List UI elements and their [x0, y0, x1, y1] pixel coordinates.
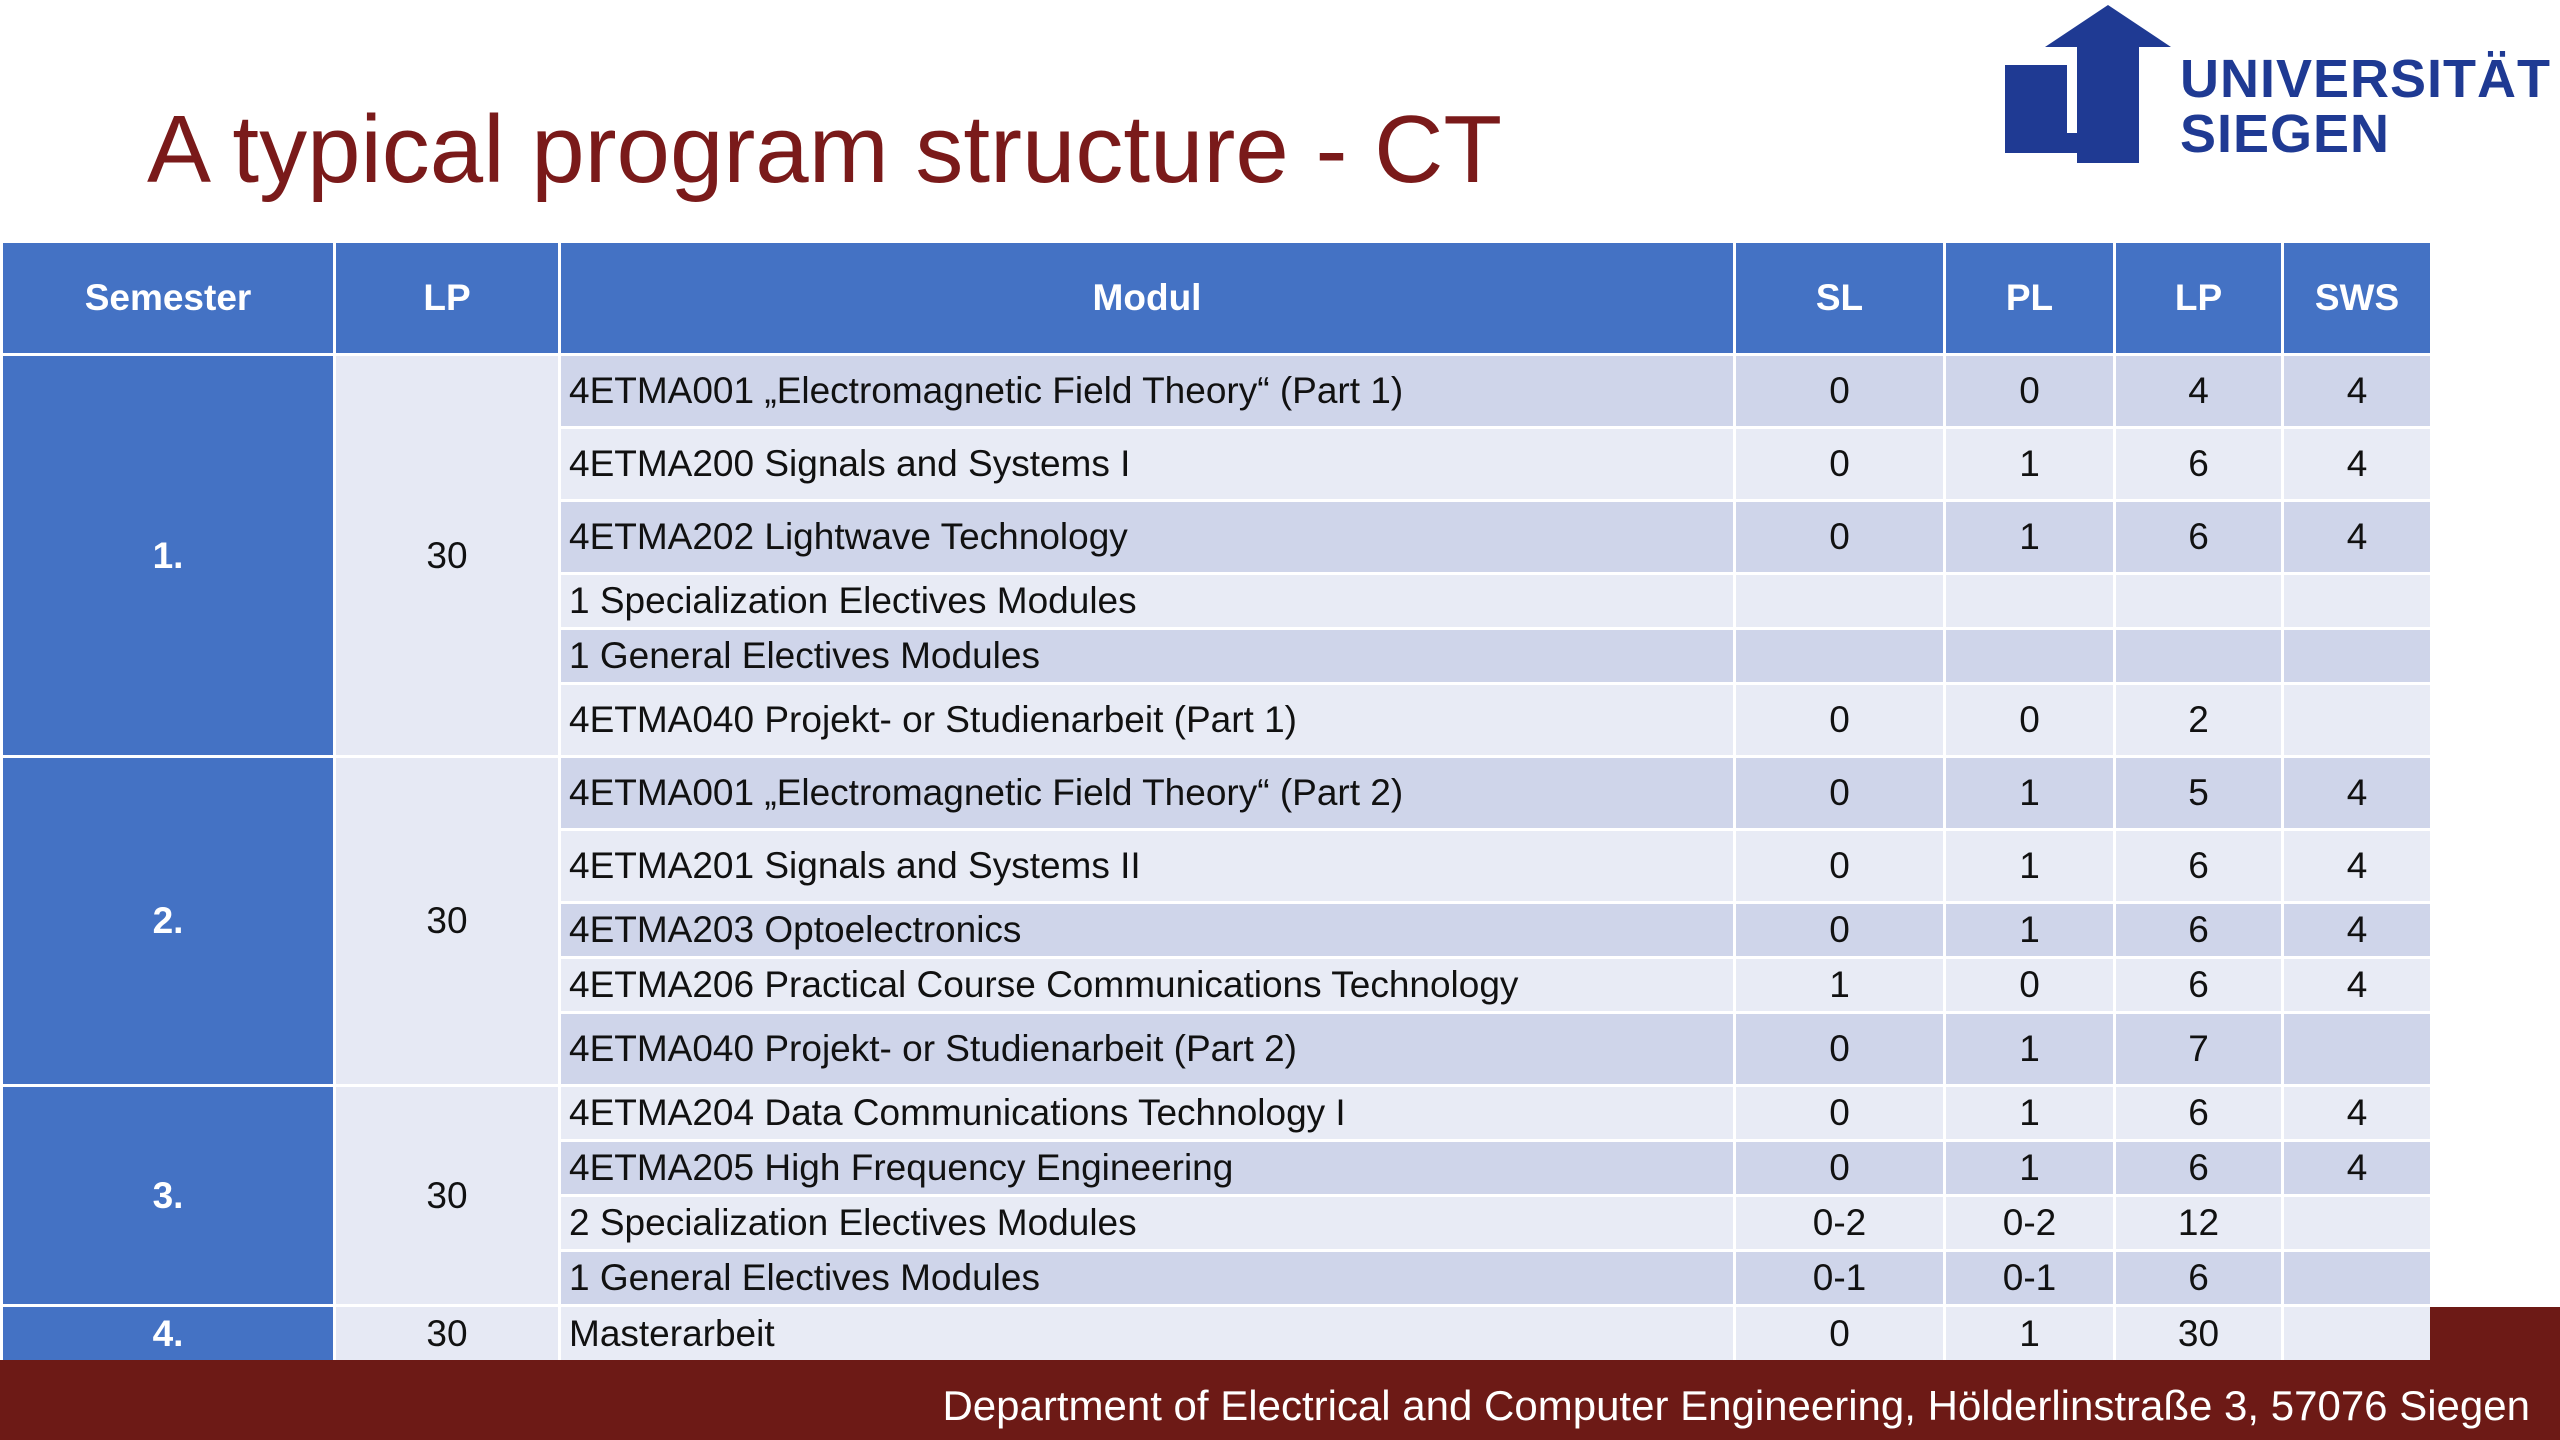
- sl-cell: 0: [1735, 830, 1945, 903]
- pl-cell: 0-2: [1945, 1196, 2115, 1251]
- sl-cell: 0-1: [1735, 1251, 1945, 1306]
- pl-cell: 0: [1945, 684, 2115, 757]
- table-row: [2, 355, 2432, 428]
- pl-cell: 1: [1945, 428, 2115, 501]
- sws-cell: 4: [2283, 958, 2432, 1013]
- col-header-sws: SWS: [2283, 242, 2432, 355]
- lp-cell: 2: [2115, 684, 2283, 757]
- logo-mark-notch: [2031, 65, 2067, 135]
- table-row: [2, 1086, 2432, 1141]
- sl-cell: [1735, 574, 1945, 629]
- semester-lp-cell: 30: [335, 1306, 560, 1363]
- semester-lp-cell: 30: [335, 1086, 560, 1306]
- lp-cell: [2115, 574, 2283, 629]
- sws-cell: [2283, 1013, 2432, 1086]
- modul-cell: 4ETMA202 Lightwave Technology: [560, 501, 1735, 574]
- modul-cell: 1 General Electives Modules: [560, 1251, 1735, 1306]
- pl-cell: 1: [1945, 1306, 2115, 1363]
- lp-cell: 6: [2115, 903, 2283, 958]
- col-header-pl: PL: [1945, 242, 2115, 355]
- logo-wordmark: [2180, 49, 2552, 164]
- logo-mark: [2005, 5, 2171, 163]
- pl-cell: 1: [1945, 1141, 2115, 1196]
- modul-cell: 4ETMA001 „Electromagnetic Field Theory“ (Part 1): [560, 355, 1735, 428]
- modul-cell: 4ETMA203 Optoelectronics: [560, 903, 1735, 958]
- lp-cell: 30: [2115, 1306, 2283, 1363]
- table-row: [2, 757, 2432, 830]
- sl-cell: 0: [1735, 684, 1945, 757]
- modul-cell: 2 Specialization Electives Modules: [560, 1196, 1735, 1251]
- pl-cell: 1: [1945, 903, 2115, 958]
- sl-cell: 0: [1735, 355, 1945, 428]
- program-structure-table: [0, 240, 2433, 1364]
- pl-cell: 1: [1945, 501, 2115, 574]
- lp-cell: 6: [2115, 1251, 2283, 1306]
- lp-cell: 7: [2115, 1013, 2283, 1086]
- sws-cell: 4: [2283, 1141, 2432, 1196]
- modul-cell: 4ETMA206 Practical Course Communications Technology: [560, 958, 1735, 1013]
- pl-cell: 0: [1945, 355, 2115, 428]
- footer-address: Department of Electrical and Computer Engineering, Hölderlinstraße 3, 57076 Siegen: [942, 1382, 2530, 1429]
- sl-cell: 0: [1735, 903, 1945, 958]
- modul-cell: 4ETMA200 Signals and Systems I: [560, 428, 1735, 501]
- semester-cell: 2.: [2, 757, 335, 1086]
- slide-title: A typical program structure - CT: [147, 96, 1503, 203]
- modul-cell: 4ETMA040 Projekt- or Studienarbeit (Part 1): [560, 684, 1735, 757]
- lp-cell: 4: [2115, 355, 2283, 428]
- lp-cell: 6: [2115, 958, 2283, 1013]
- sl-cell: 0: [1735, 501, 1945, 574]
- sws-cell: [2283, 629, 2432, 684]
- sl-cell: 0: [1735, 1306, 1945, 1363]
- modul-cell: 4ETMA204 Data Communications Technology I: [560, 1086, 1735, 1141]
- lp-cell: 6: [2115, 1086, 2283, 1141]
- pl-cell: 0: [1945, 958, 2115, 1013]
- pl-cell: 1: [1945, 830, 2115, 903]
- sws-cell: [2283, 684, 2432, 757]
- logo-line-1: UNIVERSITÄT: [2180, 49, 2552, 109]
- pl-cell: 1: [1945, 1013, 2115, 1086]
- sws-cell: [2283, 1306, 2432, 1363]
- modul-cell: 1 General Electives Modules: [560, 629, 1735, 684]
- logo-line-2: SIEGEN: [2180, 104, 2391, 164]
- modul-cell: Masterarbeit: [560, 1306, 1735, 1363]
- sl-cell: 0: [1735, 1086, 1945, 1141]
- col-header-lp-module: LP: [2115, 242, 2283, 355]
- sws-cell: 4: [2283, 1086, 2432, 1141]
- semester-cell: 3.: [2, 1086, 335, 1306]
- sws-cell: 4: [2283, 501, 2432, 574]
- sl-cell: 0: [1735, 1141, 1945, 1196]
- sws-cell: 4: [2283, 830, 2432, 903]
- semester-lp-cell: 30: [335, 355, 560, 757]
- lp-cell: 6: [2115, 501, 2283, 574]
- lp-cell: [2115, 629, 2283, 684]
- sl-cell: 0: [1735, 1013, 1945, 1086]
- pl-cell: [1945, 629, 2115, 684]
- pl-cell: 1: [1945, 1086, 2115, 1141]
- col-header-modul: Modul: [560, 242, 1735, 355]
- lp-cell: 6: [2115, 830, 2283, 903]
- col-header-semester: Semester: [2, 242, 335, 355]
- semester-cell: 1.: [2, 355, 335, 757]
- lp-cell: 12: [2115, 1196, 2283, 1251]
- modul-cell: 4ETMA001 „Electromagnetic Field Theory“ (Part 2): [560, 757, 1735, 830]
- sl-cell: [1735, 629, 1945, 684]
- lp-cell: 6: [2115, 1141, 2283, 1196]
- modul-cell: 4ETMA205 High Frequency Engineering: [560, 1141, 1735, 1196]
- semester-cell: 4.: [2, 1306, 335, 1363]
- pl-cell: 0-1: [1945, 1251, 2115, 1306]
- semester-lp-cell: 30: [335, 757, 560, 1086]
- table-row: [2, 1306, 2432, 1363]
- modul-cell: 4ETMA201 Signals and Systems II: [560, 830, 1735, 903]
- sl-cell: 1: [1735, 958, 1945, 1013]
- sws-cell: 4: [2283, 903, 2432, 958]
- sws-cell: 4: [2283, 355, 2432, 428]
- table-header-row: [2, 242, 2432, 355]
- col-header-lp: LP: [335, 242, 560, 355]
- lp-cell: 6: [2115, 428, 2283, 501]
- modul-cell: 1 Specialization Electives Modules: [560, 574, 1735, 629]
- sws-cell: [2283, 1251, 2432, 1306]
- pl-cell: [1945, 574, 2115, 629]
- modul-cell: 4ETMA040 Projekt- or Studienarbeit (Part 2): [560, 1013, 1735, 1086]
- col-header-sl: SL: [1735, 242, 1945, 355]
- footer-accent: [2430, 1307, 2560, 1367]
- sl-cell: 0: [1735, 428, 1945, 501]
- sws-cell: [2283, 574, 2432, 629]
- pl-cell: 1: [1945, 757, 2115, 830]
- lp-cell: 5: [2115, 757, 2283, 830]
- sws-cell: 4: [2283, 757, 2432, 830]
- sws-cell: 4: [2283, 428, 2432, 501]
- sws-cell: [2283, 1196, 2432, 1251]
- sl-cell: 0-2: [1735, 1196, 1945, 1251]
- sl-cell: 0: [1735, 757, 1945, 830]
